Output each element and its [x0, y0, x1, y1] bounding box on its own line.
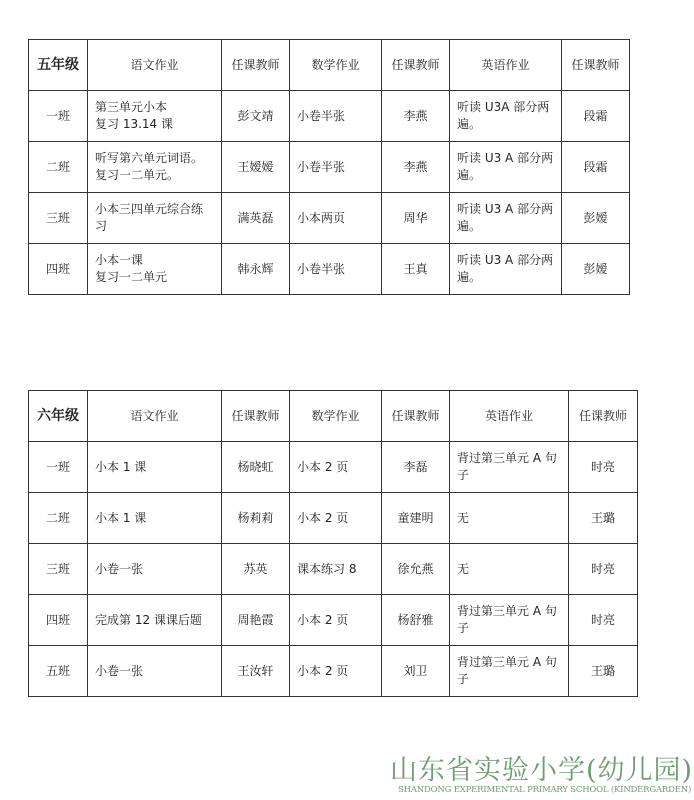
chinese-teacher-cell: 杨莉莉 — [222, 493, 290, 544]
class-name-cell: 四班 — [29, 244, 88, 295]
column-header: 任课教师 — [382, 40, 450, 91]
math-teacher-cell: 刘卫 — [382, 646, 450, 697]
table-row — [29, 193, 630, 244]
chinese-homework-cell: 小本一课 复习一二单元 — [88, 244, 222, 295]
class-name-cell: 五班 — [29, 646, 88, 697]
watermark-chinese-name: 山东省实验小学(幼儿园) — [390, 755, 694, 786]
math-teacher-cell: 李燕 — [382, 91, 450, 142]
english-teacher-cell: 段霜 — [562, 142, 630, 193]
column-header: 任课教师 — [382, 391, 450, 442]
grade-label: 五年级 — [29, 40, 88, 91]
chinese-homework-cell: 小本 1 课 — [88, 493, 222, 544]
chinese-homework-cell: 听写第六单元词语。 复习一二单元。 — [88, 142, 222, 193]
chinese-teacher-cell: 王汝轩 — [222, 646, 290, 697]
english-teacher-cell: 时亮 — [569, 442, 638, 493]
watermark-english-name: SHANDONG EXPERIMENTAL PRIMARY SCHOOL (KINDERGARDEN) — [398, 785, 692, 795]
column-header: 英语作业 — [450, 391, 569, 442]
table-row — [29, 142, 630, 193]
class-name-cell: 三班 — [29, 544, 88, 595]
class-name-cell: 二班 — [29, 493, 88, 544]
column-header: 语文作业 — [88, 391, 222, 442]
chinese-teacher-cell: 韩永辉 — [222, 244, 290, 295]
chinese-teacher-cell: 杨晓虹 — [222, 442, 290, 493]
column-header: 数学作业 — [290, 391, 382, 442]
table-row — [29, 91, 630, 142]
math-homework-cell: 小本 2 页 — [290, 493, 382, 544]
chinese-teacher-cell: 王嫒嫒 — [222, 142, 290, 193]
math-teacher-cell: 徐允燕 — [382, 544, 450, 595]
english-teacher-cell: 王璐 — [569, 646, 638, 697]
table-row — [29, 493, 638, 544]
class-name-cell: 四班 — [29, 595, 88, 646]
math-homework-cell: 课本练习 8 — [290, 544, 382, 595]
chinese-teacher-cell: 周艳霞 — [222, 595, 290, 646]
math-homework-cell: 小卷半张 — [290, 142, 382, 193]
english-teacher-cell: 时亮 — [569, 544, 638, 595]
english-teacher-cell: 彭嫒 — [562, 193, 630, 244]
column-header: 语文作业 — [88, 40, 222, 91]
math-homework-cell: 小卷半张 — [290, 244, 382, 295]
math-teacher-cell: 王真 — [382, 244, 450, 295]
class-name-cell: 三班 — [29, 193, 88, 244]
table-row — [29, 595, 638, 646]
column-header: 任课教师 — [222, 391, 290, 442]
table-row — [29, 544, 638, 595]
math-homework-cell: 小卷半张 — [290, 91, 382, 142]
header-row — [29, 391, 638, 442]
english-homework-cell: 听读 U3A 部分两遍。 — [450, 91, 562, 142]
class-name-cell: 一班 — [29, 91, 88, 142]
column-header: 数学作业 — [290, 40, 382, 91]
column-header: 任课教师 — [569, 391, 638, 442]
chinese-homework-cell: 小本 1 课 — [88, 442, 222, 493]
chinese-homework-cell: 小本三四单元综合练习 — [88, 193, 222, 244]
grade5-homework-table — [28, 39, 630, 295]
math-homework-cell: 小本 2 页 — [290, 442, 382, 493]
grade6-homework-table — [28, 390, 638, 697]
math-teacher-cell: 童建明 — [382, 493, 450, 544]
grade-label: 六年级 — [29, 391, 88, 442]
math-homework-cell: 小本两页 — [290, 193, 382, 244]
english-teacher-cell: 王璐 — [569, 493, 638, 544]
english-homework-cell: 听读 U3 A 部分两遍。 — [450, 193, 562, 244]
english-homework-cell: 听读 U3 A 部分两遍。 — [450, 244, 562, 295]
chinese-teacher-cell: 苏英 — [222, 544, 290, 595]
chinese-homework-cell: 小卷一张 — [88, 544, 222, 595]
chinese-teacher-cell: 彭文靖 — [222, 91, 290, 142]
column-header: 任课教师 — [222, 40, 290, 91]
chinese-homework-cell: 第三单元小本 复习 13.14 课 — [88, 91, 222, 142]
chinese-teacher-cell: 满英磊 — [222, 193, 290, 244]
english-teacher-cell: 彭嫒 — [562, 244, 630, 295]
english-homework-cell: 背过第三单元 A 句子 — [450, 646, 569, 697]
math-homework-cell: 小本 2 页 — [290, 595, 382, 646]
math-teacher-cell: 周华 — [382, 193, 450, 244]
header-row — [29, 40, 630, 91]
english-homework-cell: 背过第三单元 A 句子 — [450, 442, 569, 493]
table-row — [29, 244, 630, 295]
column-header: 英语作业 — [450, 40, 562, 91]
english-teacher-cell: 段霜 — [562, 91, 630, 142]
class-name-cell: 一班 — [29, 442, 88, 493]
english-homework-cell: 无 — [450, 544, 569, 595]
school-watermark — [390, 748, 694, 795]
math-teacher-cell: 李燕 — [382, 142, 450, 193]
english-homework-cell: 无 — [450, 493, 569, 544]
column-header: 任课教师 — [562, 40, 630, 91]
math-teacher-cell: 李磊 — [382, 442, 450, 493]
math-homework-cell: 小本 2 页 — [290, 646, 382, 697]
chinese-homework-cell: 完成第 12 课课后题 — [88, 595, 222, 646]
english-teacher-cell: 时亮 — [569, 595, 638, 646]
table-row — [29, 646, 638, 697]
table-row — [29, 442, 638, 493]
math-teacher-cell: 杨舒雅 — [382, 595, 450, 646]
english-homework-cell: 背过第三单元 A 句子 — [450, 595, 569, 646]
class-name-cell: 二班 — [29, 142, 88, 193]
english-homework-cell: 听读 U3 A 部分两遍。 — [450, 142, 562, 193]
chinese-homework-cell: 小卷一张 — [88, 646, 222, 697]
